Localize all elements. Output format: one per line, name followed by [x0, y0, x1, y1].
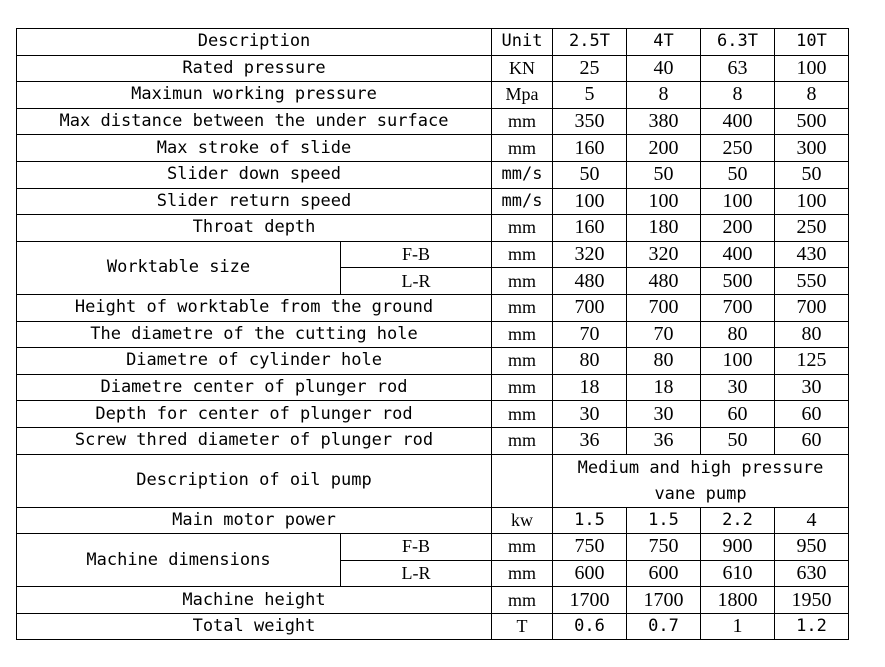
spec-value: 1.5 — [627, 507, 701, 534]
spec-value: 50 — [701, 161, 775, 188]
spec-value: 18 — [627, 374, 701, 401]
spec-label: Total weight — [17, 613, 492, 640]
spec-unit: mm — [492, 374, 553, 401]
spec-value: 610 — [701, 560, 775, 587]
spec-value: 700 — [775, 294, 849, 321]
row-worktable-fb — [17, 241, 849, 268]
spec-value: 1950 — [775, 587, 849, 614]
spec-value: 100 — [701, 348, 775, 375]
spec-value: 160 — [553, 215, 627, 242]
model-header: 10T — [775, 29, 849, 56]
row-machine_height — [17, 587, 849, 614]
row-cylinder_hole — [17, 348, 849, 375]
row-throat — [17, 215, 849, 242]
spec-unit: mm — [492, 241, 553, 268]
spec-value: 2.2 — [701, 507, 775, 534]
spec-value: 480 — [627, 268, 701, 295]
spec-unit: mm — [492, 534, 553, 561]
spec-value: 400 — [701, 108, 775, 135]
spec-value: 160 — [553, 135, 627, 162]
row-height_ground — [17, 294, 849, 321]
pump-description: Medium and high pressure vane pump — [553, 454, 849, 507]
spec-table — [16, 28, 849, 640]
spec-unit: mm — [492, 135, 553, 162]
spec-value: 100 — [701, 188, 775, 215]
spec-value: 36 — [627, 427, 701, 454]
spec-value: 1700 — [553, 587, 627, 614]
spec-value: 50 — [775, 161, 849, 188]
row-down_speed — [17, 161, 849, 188]
model-header: 4T — [627, 29, 701, 56]
spec-label: Machine height — [17, 587, 492, 614]
model-header: 2.5T — [553, 29, 627, 56]
spec-value: 5 — [553, 82, 627, 109]
spec-value: 60 — [775, 427, 849, 454]
spec-value: 250 — [701, 135, 775, 162]
row-machine_dim-fb — [17, 534, 849, 561]
spec-value: 4 — [775, 507, 849, 534]
row-motor — [17, 507, 849, 534]
header-description: Description — [17, 29, 492, 56]
spec-value: 100 — [627, 188, 701, 215]
spec-value: 400 — [701, 241, 775, 268]
spec-unit: mm — [492, 108, 553, 135]
spec-label: Slider return speed — [17, 188, 492, 215]
spec-unit: mm — [492, 401, 553, 428]
spec-value: 1800 — [701, 587, 775, 614]
spec-value: 100 — [553, 188, 627, 215]
spec-label: Depth for center of plunger rod — [17, 401, 492, 428]
spec-unit: T — [492, 613, 553, 640]
spec-value: 200 — [627, 135, 701, 162]
spec-value: 80 — [701, 321, 775, 348]
spec-value: 750 — [553, 534, 627, 561]
spec-value: 125 — [775, 348, 849, 375]
spec-value: 300 — [775, 135, 849, 162]
spec-value: 18 — [553, 374, 627, 401]
row-max_distance — [17, 108, 849, 135]
model-header: 6.3T — [701, 29, 775, 56]
spec-value: 8 — [775, 82, 849, 109]
spec-value: 1700 — [627, 587, 701, 614]
spec-value: 430 — [775, 241, 849, 268]
row-rated — [17, 55, 849, 82]
spec-sublabel: F-B — [341, 534, 492, 561]
spec-label: Slider down speed — [17, 161, 492, 188]
spec-value: 30 — [553, 401, 627, 428]
spec-unit: Mpa — [492, 82, 553, 109]
spec-label: Worktable size — [17, 241, 341, 294]
spec-label: Maximun working pressure — [17, 82, 492, 109]
row-max_stroke — [17, 135, 849, 162]
spec-value: 8 — [627, 82, 701, 109]
row-plunger_center — [17, 374, 849, 401]
row-return_speed — [17, 188, 849, 215]
spec-label: Throat depth — [17, 215, 492, 242]
spec-label: Description of oil pump — [17, 454, 492, 507]
spec-value: 100 — [775, 55, 849, 82]
row-max_working — [17, 82, 849, 109]
spec-label: Machine dimensions — [17, 534, 341, 587]
header-unit: Unit — [492, 29, 553, 56]
spec-label: Height of worktable from the ground — [17, 294, 492, 321]
spec-label: Diametre center of plunger rod — [17, 374, 492, 401]
spec-unit: mm — [492, 587, 553, 614]
spec-unit: KN — [492, 55, 553, 82]
spec-value: 1.5 — [553, 507, 627, 534]
spec-value: 70 — [553, 321, 627, 348]
row-weight — [17, 613, 849, 640]
spec-value: 350 — [553, 108, 627, 135]
spec-value: 30 — [701, 374, 775, 401]
spec-label: Max stroke of slide — [17, 135, 492, 162]
spec-value: 630 — [775, 560, 849, 587]
spec-label: Max distance between the under surface — [17, 108, 492, 135]
spec-value: 80 — [627, 348, 701, 375]
spec-unit: kw — [492, 507, 553, 534]
spec-value: 380 — [627, 108, 701, 135]
spec-value: 70 — [627, 321, 701, 348]
spec-value: 600 — [627, 560, 701, 587]
spec-value: 950 — [775, 534, 849, 561]
spec-value: 700 — [701, 294, 775, 321]
spec-value: 1 — [701, 613, 775, 640]
spec-label: Main motor power — [17, 507, 492, 534]
spec-value: 8 — [701, 82, 775, 109]
spec-unit: mm — [492, 321, 553, 348]
spec-value: 63 — [701, 55, 775, 82]
spec-sublabel: F-B — [341, 241, 492, 268]
spec-value: 30 — [775, 374, 849, 401]
spec-unit: mm/s — [492, 188, 553, 215]
spec-label: Screw thred diameter of plunger rod — [17, 427, 492, 454]
spec-unit: mm — [492, 268, 553, 295]
spec-value: 80 — [775, 321, 849, 348]
spec-label: The diametre of the cutting hole — [17, 321, 492, 348]
spec-value: 1.2 — [775, 613, 849, 640]
spec-sublabel: L-R — [341, 560, 492, 587]
spec-table-body — [17, 29, 849, 640]
spec-value: 480 — [553, 268, 627, 295]
spec-value: 700 — [553, 294, 627, 321]
spec-value: 500 — [775, 108, 849, 135]
row-plunger_depth — [17, 401, 849, 428]
header-row — [17, 29, 849, 56]
spec-value: 60 — [775, 401, 849, 428]
spec-value: 60 — [701, 401, 775, 428]
spec-value: 500 — [701, 268, 775, 295]
spec-unit: mm/s — [492, 161, 553, 188]
spec-value: 0.7 — [627, 613, 701, 640]
spec-value: 600 — [553, 560, 627, 587]
spec-value: 50 — [627, 161, 701, 188]
spec-sublabel: L-R — [341, 268, 492, 295]
row-cutting_hole — [17, 321, 849, 348]
spec-value: 50 — [553, 161, 627, 188]
spec-unit: mm — [492, 560, 553, 587]
spec-unit — [492, 454, 553, 507]
spec-value: 250 — [775, 215, 849, 242]
row-oil_pump — [17, 454, 849, 507]
spec-value: 200 — [701, 215, 775, 242]
spec-value: 30 — [627, 401, 701, 428]
spec-unit: mm — [492, 348, 553, 375]
spec-unit: mm — [492, 294, 553, 321]
row-plunger_screw — [17, 427, 849, 454]
spec-value: 40 — [627, 55, 701, 82]
spec-label: Diametre of cylinder hole — [17, 348, 492, 375]
spec-value: 0.6 — [553, 613, 627, 640]
spec-value: 900 — [701, 534, 775, 561]
spec-value: 100 — [775, 188, 849, 215]
spec-value: 36 — [553, 427, 627, 454]
spec-value: 320 — [553, 241, 627, 268]
spec-value: 750 — [627, 534, 701, 561]
spec-value: 25 — [553, 55, 627, 82]
spec-value: 80 — [553, 348, 627, 375]
spec-unit: mm — [492, 215, 553, 242]
spec-value: 50 — [701, 427, 775, 454]
spec-unit: mm — [492, 427, 553, 454]
spec-label: Rated pressure — [17, 55, 492, 82]
spec-value: 700 — [627, 294, 701, 321]
spec-value: 180 — [627, 215, 701, 242]
spec-value: 320 — [627, 241, 701, 268]
spec-value: 550 — [775, 268, 849, 295]
